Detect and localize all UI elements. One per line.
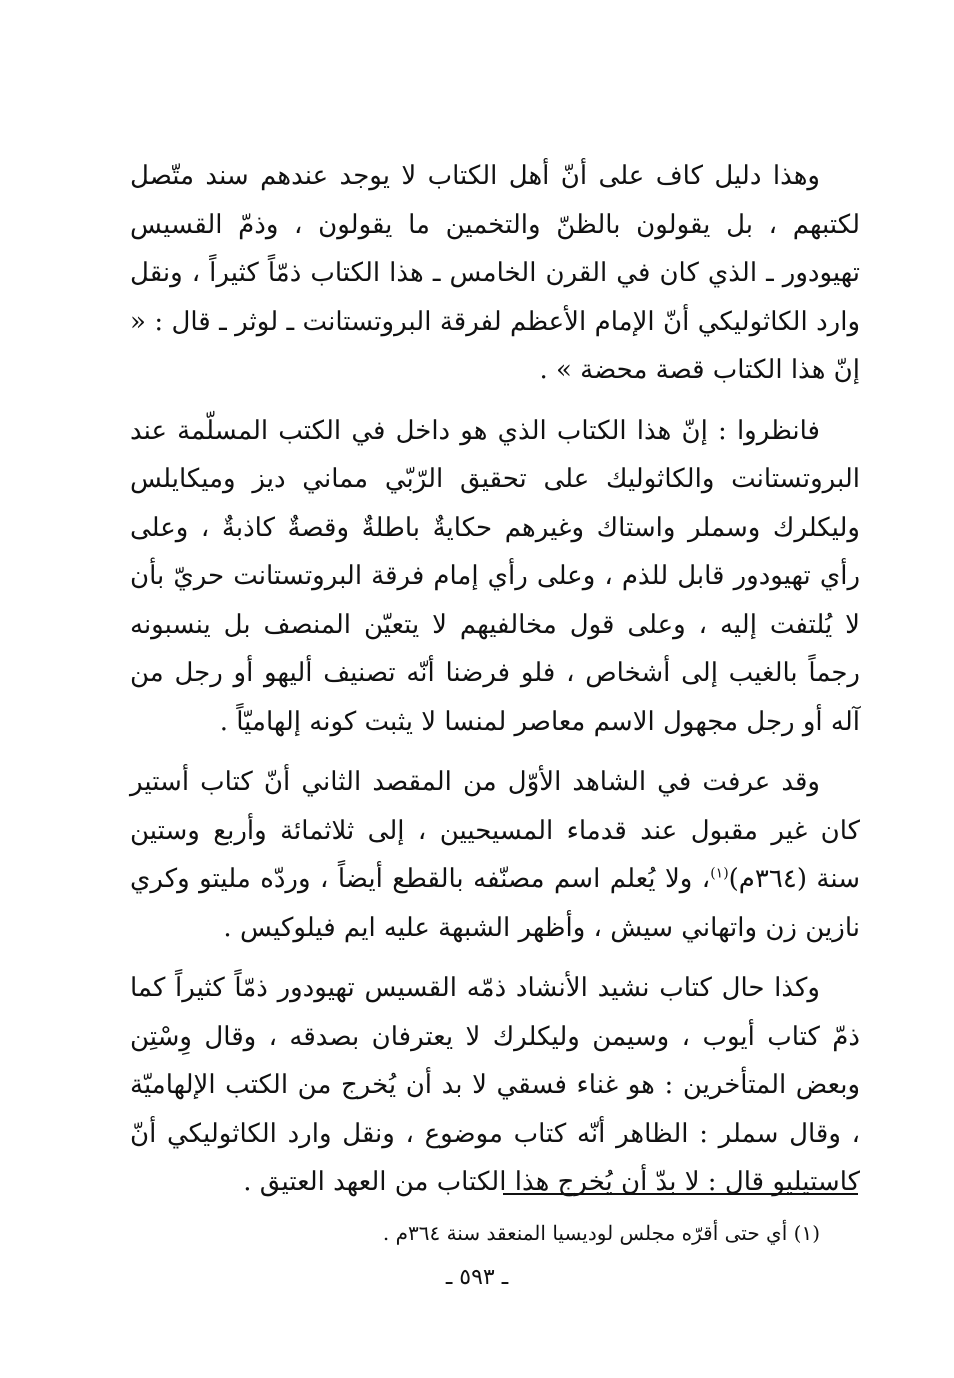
- footnote-divider: [503, 1193, 858, 1195]
- body-text: [130, 152, 860, 1219]
- paragraph-4: وكذا حال كتاب نشيد الأنشاد ذمّه القسيس تهيودور ذمّاً كثيراً كما ذمّ كتاب أيوب ، وسيمن وليكلرك لا يعترفان بصدقه ، وقال وِسْتِن وبعض المتأخرين : هو غناء فسقي لا بد أن يُخرج من الكتب الإلهاميّة ، وقال سملر : الظاهر أنّه كتاب موضوع ، ونقل وارد الكاثوليكي أنّ كاستيليو قال : لا بدّ أن يُخرج هذا الكتاب من العهد العتيق .: [130, 973, 860, 1197]
- paragraph-3: [130, 758, 860, 952]
- page-number: ـ ٥٩٣ ـ: [445, 1265, 509, 1290]
- paragraph-1: وهذا دليل كاف على أنّ أهل الكتاب لا يوجد عندهم سند متّصل لكتبهم ، بل يقولون بالظنّ والتخمين ما يقولون ، وذمّ القسيس تهيودور ـ الذي كان في القرن الخامس ـ هذا الكتاب ذمّاً كثيراً ، ونقل وارد الكاثوليكي أنّ الإمام الأعظم لفرقة البروتستانت ـ لوثر ـ قال : « إنّ هذا الكتاب قصة محضة » .: [130, 161, 860, 385]
- paragraph-3-text-before: وقد عرفت في الشاهد الأوّل من المقصد الثاني أنّ كتاب أستير كان غير مقبول عند قدماء المسيحيين ، إلى ثلاثمائة وأربع وستين سنة (٣٦٤م): [130, 767, 860, 894]
- footnote-reference: (١): [710, 865, 729, 882]
- paragraph-3-text-after: ، ولا يُعلم اسم مصنّفه بالقطع أيضاً ، وردّه مليتو وكري نازين زن واتهاني سيش ، وأظهر الشبهة عليه ايم فيلوكيس .: [130, 864, 860, 943]
- paragraph-2: فانظروا : إنّ هذا الكتاب الذي هو داخل في الكتب المسلّمة عند البروتستانت والكاثوليك على تحقيق الرّبّي مماني ديز وميكايلس وليكلرك وسملر واستاك وغيرهم حكايةٌ باطلةٌ وقصةٌ كاذبةٌ ، وعلى رأي تهيودور قابل للذم ، وعلى رأي إمام فرقة البروتستانت حريّ بأن لا يُلتفت إليه ، وعلى قول مخالفيهم لا يتعيّن المنصف بل ينسبونه رجماً بالغيب إلى أشخاص ، فلو فرضنا أنّه تصنيف أليهو أو رجل من آله أو رجل مجهول الاسم معاصر لمنسا لا يثبت كونه إلهاميّاً .: [130, 415, 860, 737]
- footnote: (١) أي حتى أقرّه مجلس لوديسيا المنعقد سنة ٣٦٤م .: [382, 1221, 820, 1245]
